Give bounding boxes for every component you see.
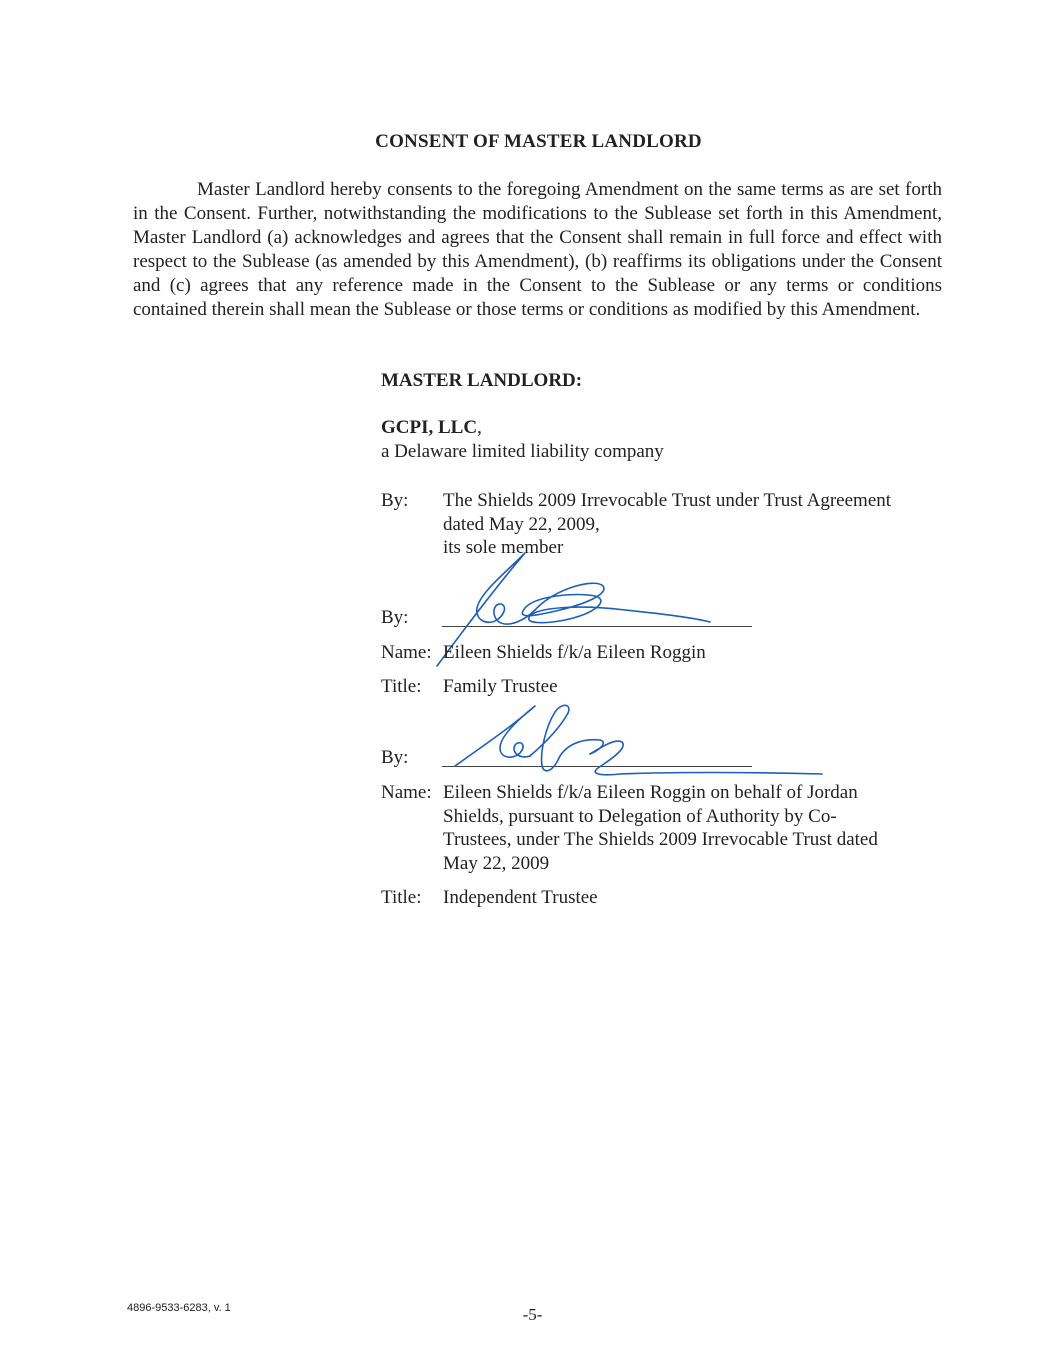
page-number: -5- [522,1305,543,1324]
document-title: CONSENT OF MASTER LANDLORD [375,131,702,152]
by-label: By: [381,490,409,511]
signatory-2-name-line-1: Eileen Shields f/k/a Eileen Roggin on behalf of Jordan [443,782,858,803]
signatory-2-title-row [381,886,943,910]
entity-block [381,416,482,440]
signatory-2-name-label: Name: [381,782,432,803]
signatory-1-name-row [381,641,943,665]
signatory-2-name-line-2: Shields, pursuant to Delegation of Authority by Co- [443,805,837,827]
signatory-2-by-label: By: [381,747,409,768]
signatory-1-title: Family Trustee [443,676,558,697]
signatory-2-title: Independent Trustee [443,887,598,908]
signatory-1-title-label: Title: [381,676,422,697]
signatory-2-name [443,781,943,875]
signatory-2-name-line-4: May 22, 2009 [443,852,550,874]
signatory-2-name-row [381,781,943,875]
entity-comma: , [477,417,482,438]
signatory-2-name-line-3: Trustees, under The Shields 2009 Irrevocable Trust dated [443,829,878,851]
signatory-1-name: Eileen Shields f/k/a Eileen Roggin [443,642,706,663]
signatory-1-title-row [381,675,943,699]
consent-paragraph: Master Landlord hereby consents to the foregoing Amendment on the same terms as are set forth in the Consent. Further, notwithstanding the modifications to the Sublease set forth in this Amendment, Master Landlord (a) acknowledges and agrees that the Consent shall remain in full force and effect with respect to the Sublease (as amended by this Amendment), (b) reaffirms its obligations under the Consent and (c) agrees that any reference made in the Consent to the Sublease or any terms or conditions contained therein shall mean the Sublease or those terms or conditions as modified by this Amendment. [133,179,942,320]
trust-line-3: its sole member [443,537,564,559]
signatory-1-name-label: Name: [381,642,432,663]
signature-2-graphic [450,698,830,783]
trust-line-2: dated May 22, 2009, [443,513,600,535]
trust-line-1: The Shields 2009 Irrevocable Trust under Trust Agreement [443,490,892,511]
signatory-2-by-row [381,746,443,770]
party-label: MASTER LANDLORD: [381,370,583,391]
signatory-2-title-label: Title: [381,887,422,908]
entity-name: GCPI, LLC [381,417,478,438]
document-id: 4896-9533-6283, v. 1 [127,1302,231,1314]
signatory-1-by-label: By: [381,607,409,628]
entity-description: a Delaware limited liability company [381,441,664,462]
